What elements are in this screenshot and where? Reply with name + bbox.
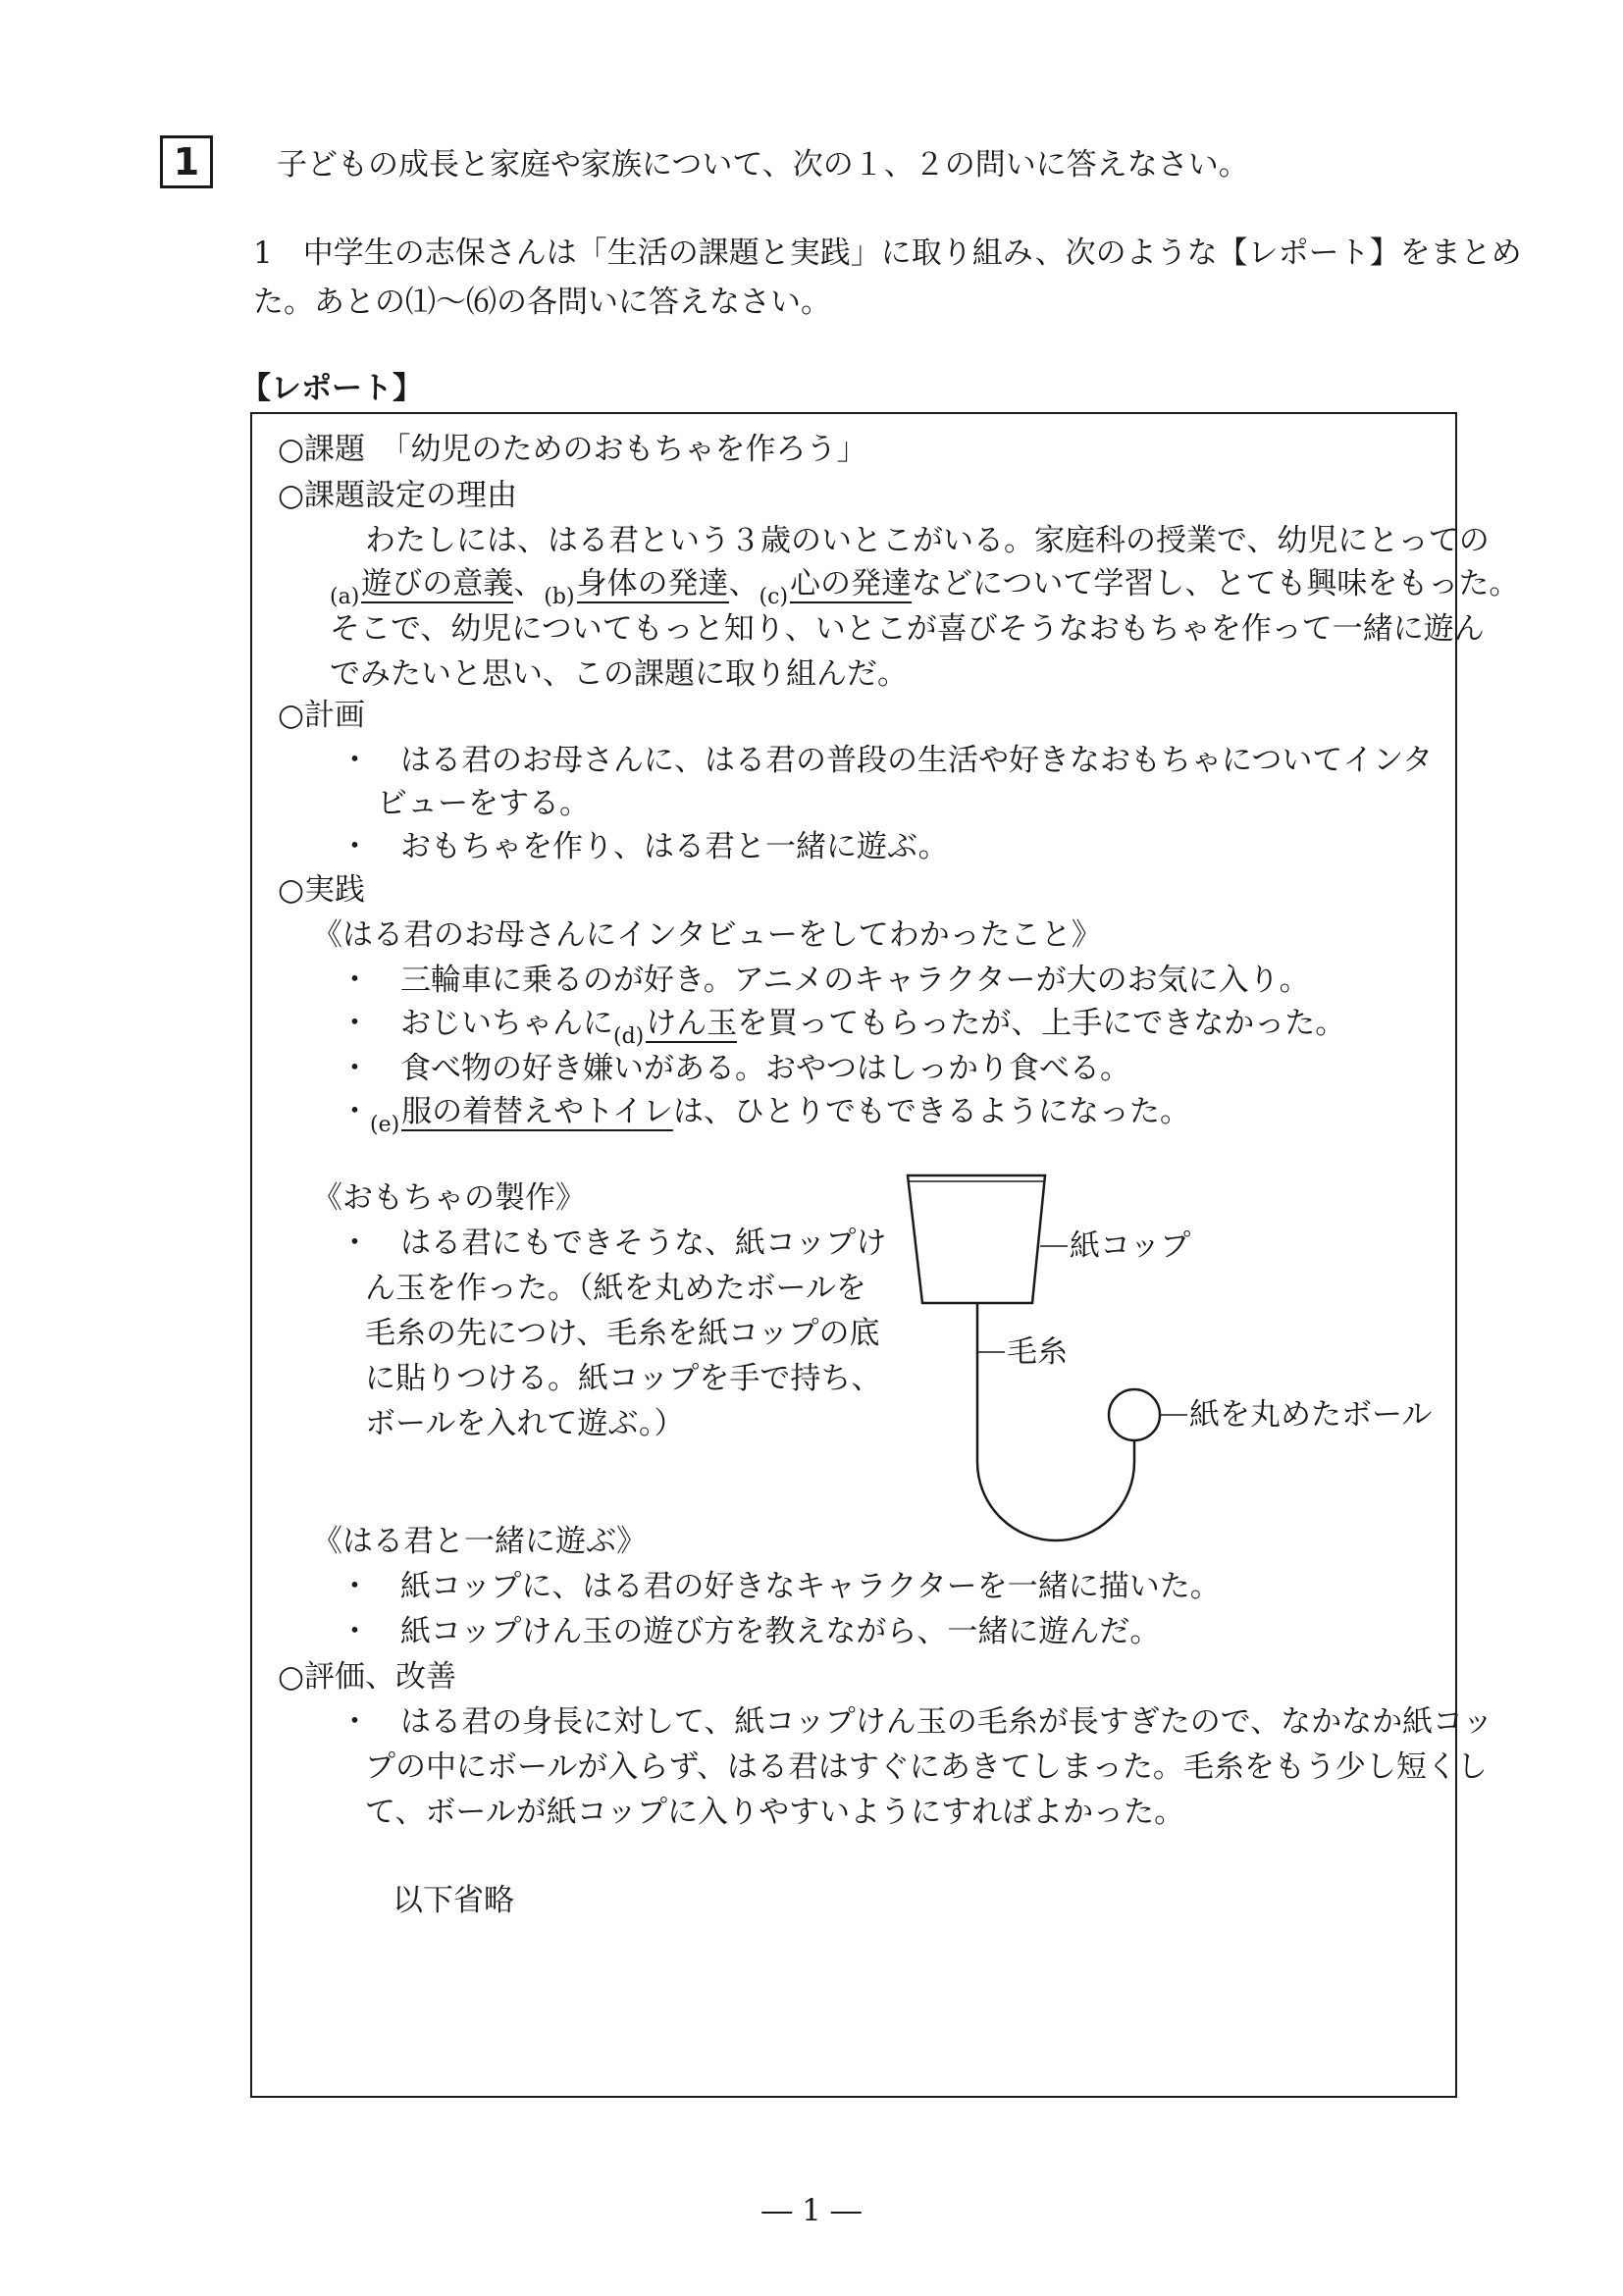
eval-line-1: ・ はる君の身長に対して、紙コップけん玉の毛糸が長すぎたので、なかなか紙コッ bbox=[340, 1704, 1493, 1740]
reason-line-1: わたしには、はる君という３歳のいとこがいる。家庭科の授業で、幼児にとっての bbox=[365, 523, 1490, 558]
interview-item-2-pre: ・ おじいちゃんに bbox=[340, 1006, 613, 1041]
reason-title: ○課題設定の理由 bbox=[278, 478, 518, 513]
interview-title: 《はる君のお母さんにインタビューをしてわかったこと》 bbox=[312, 917, 1102, 953]
mark-a: (a) bbox=[330, 585, 360, 609]
reason-line-3: そこで、幼児についてもっと知り、いとこが喜びそうなおもちゃを作って一緒に遊ん bbox=[330, 611, 1485, 647]
play-item-2: ・ 紙コップけん玉の遊び方を教えながら、一緒に遊んだ。 bbox=[340, 1614, 1161, 1649]
mark-d: (d) bbox=[613, 1024, 645, 1049]
paper-ball bbox=[1109, 1389, 1160, 1440]
interview-item-4 bbox=[340, 1089, 1190, 1138]
term-e: 服の着替えやトイレ bbox=[401, 1094, 674, 1129]
report-theme: ○課題 「幼児のためのおもちゃを作ろう」 bbox=[278, 432, 867, 467]
interview-item-4-post: は、ひとりでもできるようになった。 bbox=[673, 1094, 1191, 1129]
plan-item-2: ・ おもちゃを作り、はる君と一緒に遊ぶ。 bbox=[340, 829, 949, 864]
eval-title: ○評価、改善 bbox=[278, 1659, 457, 1695]
reason-line-4: でみたいと思い、この課題に取り組んだ。 bbox=[330, 656, 908, 692]
question-intro: 子どもの成長と家庭や家族について、次の１、２の問いに答えなさい。 bbox=[277, 147, 1249, 183]
mark-b: (b) bbox=[544, 585, 575, 609]
separator-2: 、 bbox=[728, 566, 759, 601]
plan-item-1b: ビューをする。 bbox=[377, 786, 590, 821]
page-number: ― 1 ― bbox=[761, 2193, 862, 2228]
practice-title: ○実践 bbox=[278, 872, 366, 908]
paper-cup-shape bbox=[908, 1175, 1045, 1303]
term-b: 身体の発達 bbox=[576, 566, 729, 601]
mark-c: (c) bbox=[759, 585, 789, 609]
reason-line-2 bbox=[330, 561, 1519, 610]
interview-item-2-post: を買ってもらったが、上手にできなかった。 bbox=[737, 1006, 1346, 1041]
question-number-box bbox=[160, 135, 213, 188]
term-c: 心の発達 bbox=[790, 566, 913, 601]
eval-line-2: プの中にボールが入らず、はる君はすぐにあきてしまった。毛糸をもう少し短くし bbox=[365, 1749, 1488, 1785]
play-title: 《はる君と一緒に遊ぶ》 bbox=[312, 1524, 647, 1559]
report-heading: 【レポート】 bbox=[240, 371, 423, 406]
plan-item-1a: ・ はる君のお母さんに、はる君の普段の生活や好きなおもちゃについてインタ bbox=[340, 743, 1434, 778]
interview-item-4-pre: ・ bbox=[340, 1094, 370, 1129]
sub-question-line-2: た。あとの⑴～⑹の各問いに答えなさい。 bbox=[253, 285, 831, 320]
interview-item-2 bbox=[340, 1001, 1345, 1050]
make-line-3: 毛糸の先につけ、毛糸を紙コップの底 bbox=[365, 1316, 880, 1351]
yarn-label: 毛糸 bbox=[1007, 1334, 1068, 1370]
make-line-1: ・ はる君にもできそうな、紙コップけ bbox=[340, 1226, 887, 1261]
play-item-1: ・ 紙コップに、はる君の好きなキャラクターを一緒に描いた。 bbox=[340, 1569, 1221, 1604]
make-line-2: ん玉を作った。（紙を丸めたボールを bbox=[365, 1271, 866, 1306]
interview-item-1: ・ 三輪車に乗るのが好き。アニメのキャラクターが大のお気に入り。 bbox=[340, 963, 1310, 998]
plan-title: ○計画 bbox=[278, 698, 366, 733]
separator-1: 、 bbox=[513, 566, 545, 601]
mark-e: (e) bbox=[370, 1113, 400, 1137]
term-a: 遊びの意義 bbox=[361, 566, 514, 601]
interview-item-3: ・ 食べ物の好き嫌いがある。おやつはしっかり食べる。 bbox=[340, 1051, 1130, 1086]
cup-label: 紙コップ bbox=[1070, 1228, 1191, 1264]
make-title: 《おもちゃの製作》 bbox=[312, 1180, 586, 1216]
make-line-5: ボールを入れて遊ぶ。） bbox=[365, 1406, 685, 1441]
cup-kendama-figure bbox=[883, 1158, 1433, 1550]
ball-label: 紙を丸めたボール bbox=[1189, 1397, 1433, 1433]
question-number: 1 bbox=[173, 140, 200, 183]
make-line-4: に貼りつける。紙コップを手で持ち、 bbox=[365, 1361, 882, 1396]
omitted-note: 以下省略 bbox=[393, 1883, 514, 1918]
reason-line-2-rest: などについて学習し、とても興味をもった。 bbox=[912, 566, 1520, 601]
term-d: けん玉 bbox=[646, 1006, 738, 1041]
eval-line-3: て、ボールが紙コップに入りやすいようにすればよかった。 bbox=[365, 1795, 1185, 1830]
sub-question-line-1: 1 中学生の志保さんは「生活の課題と実践」に取り組み、次のような【レポート】をまとめ bbox=[253, 235, 1522, 271]
